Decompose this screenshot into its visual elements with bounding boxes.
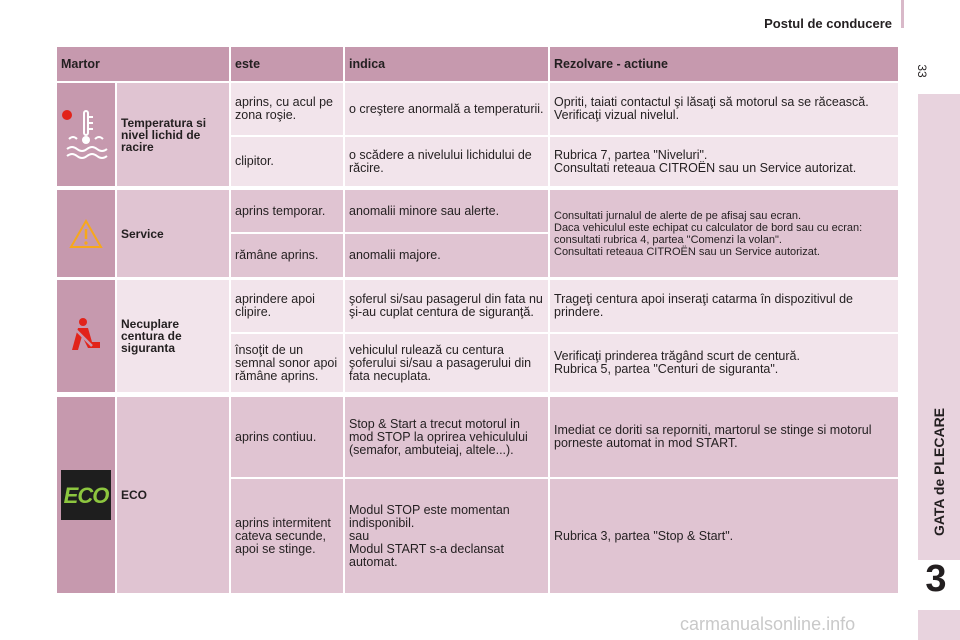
indication-text: Modul STOP este momentan indisponibil. — [349, 502, 510, 530]
solution-text: Rubrica 7, partea "Niveluri". — [554, 147, 708, 162]
table-cell-este: aprins contiuu. — [231, 397, 343, 477]
warning-name-service: Service — [117, 190, 229, 277]
table-cell-este: aprins, cu acul pe zona roşie. — [231, 83, 343, 135]
table-cell-rezolvare — [550, 83, 898, 135]
table-row-icon-cell — [57, 397, 115, 593]
table-cell-indica: anomalii majore. — [345, 234, 548, 277]
table-row-icon-cell — [57, 280, 115, 392]
solution-text: Consultati jurnalul de alerte de pe afisaj sau ecran. — [554, 209, 802, 222]
table-row-icon-cell — [57, 190, 115, 277]
chapter-number: 3 — [925, 558, 947, 600]
solution-text: Consultati reteaua CITROËN sau un Service autorizat. — [554, 160, 857, 175]
solution-text: Consultati reteaua CITROËN sau un Service autorizat. — [554, 245, 820, 258]
table-cell-indica: o scădere a nivelului lichidului de răcire. — [345, 137, 548, 186]
watermark: carmanualsonline.info — [680, 614, 856, 634]
warning-triangle-icon — [69, 219, 103, 249]
table-cell-indica: o creştere anormală a temperaturii. — [345, 83, 548, 135]
solution-text: Opriti, taiati contactul şi lăsaţi să motorul sa se răcească. Verificaţi vizual nivelul. — [554, 95, 869, 122]
table-cell-este: însoţit de un semnal sonor apoi rămâne aprins. — [231, 334, 343, 392]
table-cell-rezolvare — [550, 190, 898, 277]
table-cell-este: aprins temporar. — [231, 190, 343, 232]
solution-text: Verificaţi prinderea trăgând scurt de centură. — [554, 349, 800, 363]
page-number: 33 — [915, 64, 929, 78]
seatbelt-icon — [66, 316, 106, 356]
eco-icon — [61, 470, 111, 520]
indication-text: sau — [349, 528, 370, 543]
table-cell-este: aprins intermitent cateva secunde, apoi se stinge. — [231, 479, 343, 593]
table-cell-rezolvare — [550, 334, 898, 392]
table-cell-indica: Stop & Start a trecut motorul in mod STOP la oprirea vehiculului (semafor, ambuteiaj, altele...). — [345, 397, 548, 477]
table-cell-indica: vehiculul rulează cu centura şoferului si/sau a pasagerului din fata necuplata. — [345, 334, 548, 392]
table-row-icon-cell — [57, 83, 115, 186]
page-header-title: Postul de conducere — [764, 16, 892, 31]
indication-text: Modul START s-a declansat automat. — [349, 541, 504, 569]
solution-text: Rubrica 3, partea "Stop & Start". — [554, 528, 734, 543]
warning-name-seatbelt: Necuplare centura de siguranta — [117, 280, 229, 392]
chapter-label: GATA de PLECARE — [931, 407, 947, 537]
table-cell-indica: şoferul si/sau pasagerul din fata nu şi-au cuplat centura de siguranţă. — [345, 280, 548, 332]
table-cell-indica — [345, 479, 548, 593]
header-accent-bar — [901, 0, 904, 28]
table-cell-este: rămâne aprins. — [231, 234, 343, 277]
solution-text: Imediat ce doriti sa reporniti, martorul se stinge si motorul porneste automat in mod START. — [554, 423, 872, 450]
column-header-indica: indica — [345, 47, 548, 81]
column-header-martor: Martor — [57, 47, 229, 81]
solution-text: Rubrica 5, partea "Centuri de siguranta". — [554, 362, 779, 376]
table-cell-indica: anomalii minore sau alerte. — [345, 190, 548, 232]
solution-text: Trageţi centura apoi inseraţi catarma în dispozitivul de prindere. — [554, 292, 853, 319]
solution-text: Daca vehiculul este echipat cu calculator de bord sau cu ecran: consultati rubrica 4, partea "Comenzi la volan". — [554, 221, 863, 246]
warning-name-eco: ECO — [117, 397, 229, 593]
table-cell-rezolvare — [550, 397, 898, 477]
coolant-temperature-icon — [61, 107, 111, 163]
table-cell-rezolvare — [550, 479, 898, 593]
column-header-rezolvare: Rezolvare - actiune — [550, 47, 898, 81]
table-cell-rezolvare — [550, 280, 898, 332]
warning-name-temperature: Temperatura si nivel lichid de racire — [117, 83, 229, 186]
table-cell-este: aprindere apoi clipire. — [231, 280, 343, 332]
eco-icon-text: ECO — [63, 482, 109, 508]
table-cell-rezolvare — [550, 137, 898, 186]
column-header-este: este — [231, 47, 343, 81]
table-cell-este: clipitor. — [231, 137, 343, 186]
